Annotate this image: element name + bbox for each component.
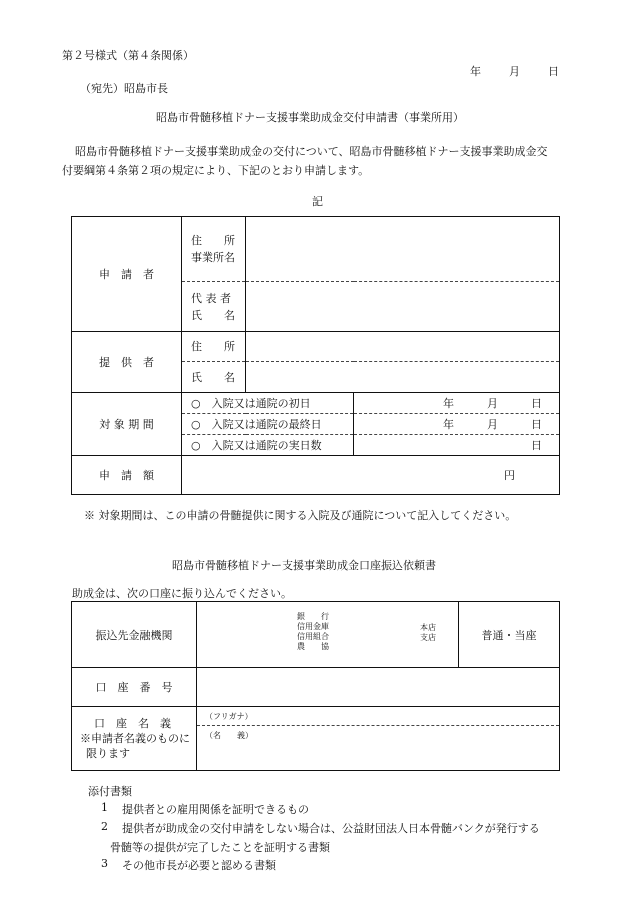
applicant-label: 申 請 者: [99, 268, 154, 281]
bank-name-field[interactable]: [197, 602, 459, 668]
provider-label: 提 供 者: [72, 332, 182, 393]
application-form-table: [71, 216, 560, 495]
attachments-title: 添付書類: [88, 785, 132, 798]
attachment-item-3: その他市長が必要と認める書類: [122, 859, 276, 872]
applicant-rep-label: 代 表 者 氏 名: [182, 282, 246, 332]
amount-label: 申 請 額: [72, 456, 182, 495]
period-label: 対 象 期 間: [72, 393, 182, 456]
account-type-select[interactable]: 普通・当座: [459, 602, 560, 668]
form-number: 第２号様式（第４条関係）: [62, 49, 194, 62]
attachment-item-3-num: 3: [101, 857, 108, 870]
account-name-note: ※申請者名義のものに: [80, 732, 190, 745]
period-actual-days[interactable]: ○ 入院又は通院の実日数: [182, 435, 354, 456]
period-actual-days-value[interactable]: 日: [354, 435, 560, 456]
provider-address-field[interactable]: [246, 332, 560, 362]
period-last-day-value[interactable]: 年 月 日: [354, 414, 560, 435]
addressee: （宛先）昭島市長: [80, 82, 168, 95]
bank-transfer-table: [71, 601, 560, 771]
period-first-day[interactable]: ○ 入院又は通院の初日: [182, 393, 354, 414]
applicant-address-label: 住 所 事業所名: [182, 217, 246, 282]
attachment-item-2-cont: 骨髄等の提供が完了したことを証明する書類: [110, 841, 330, 854]
attachment-item-1: 提供者との雇用関係を証明できるもの: [122, 803, 309, 816]
account-name-field[interactable]: [197, 707, 560, 771]
document-title: 昭島市骨髄移植ドナー支援事業助成金交付申請書（事業所用）: [156, 111, 464, 124]
period-first-day-value[interactable]: 年 月 日: [354, 393, 560, 414]
applicant-address-field[interactable]: [246, 217, 560, 282]
branch-type-list: 本店 支店: [420, 623, 436, 642]
provider-address-label: 住 所: [182, 332, 246, 362]
provider-name-label: 氏 名: [182, 362, 246, 393]
account-number-field[interactable]: [197, 668, 560, 707]
applicant-rep-field[interactable]: [246, 282, 560, 332]
bank-label: 振込先金融機関: [95, 628, 173, 642]
account-name-label: 口 座 名 義: [94, 717, 171, 730]
transfer-title: 昭島市骨髄移植ドナー支援事業助成金口座振込依頼書: [172, 559, 436, 572]
date-line: 年 月 日: [470, 65, 561, 78]
intro-line-2: 付要綱第４条第２項の規定により、下記のとおり申請します。: [62, 164, 370, 177]
amount-field[interactable]: 円: [182, 456, 560, 495]
intro-line-1: 昭島市骨髄移植ドナー支援事業助成金の交付について、昭島市骨髄移植ドナー支援事業助成金交: [75, 145, 548, 158]
attachment-item-1-num: 1: [101, 801, 108, 814]
holder-name-label: （名 義）: [197, 725, 559, 741]
period-last-day[interactable]: ○ 入院又は通院の最終日: [182, 414, 354, 435]
bank-type-list: 銀 行 信用金庫 信用組合 農 協: [297, 612, 329, 651]
attachment-item-2-num: 2: [101, 820, 108, 833]
ki-marker: 記: [312, 195, 323, 208]
account-name-label-cell: 口 座 名 義 ※申請者名義のものに 限ります: [72, 707, 197, 771]
transfer-intro: 助成金は、次の口座に振り込んでください。: [72, 587, 292, 600]
furigana-label: （フリガナ）: [205, 712, 253, 721]
provider-name-field[interactable]: [246, 362, 560, 393]
account-number-label: 口 座 番 号: [72, 668, 197, 707]
period-note: ※ 対象期間は、この申請の骨髄提供に関する入院及び通院について記入してください。: [84, 509, 517, 522]
attachment-item-2: 提供者が助成金の交付申請をしない場合は、公益財団法人日本骨髄バンクが発行する: [122, 822, 540, 835]
